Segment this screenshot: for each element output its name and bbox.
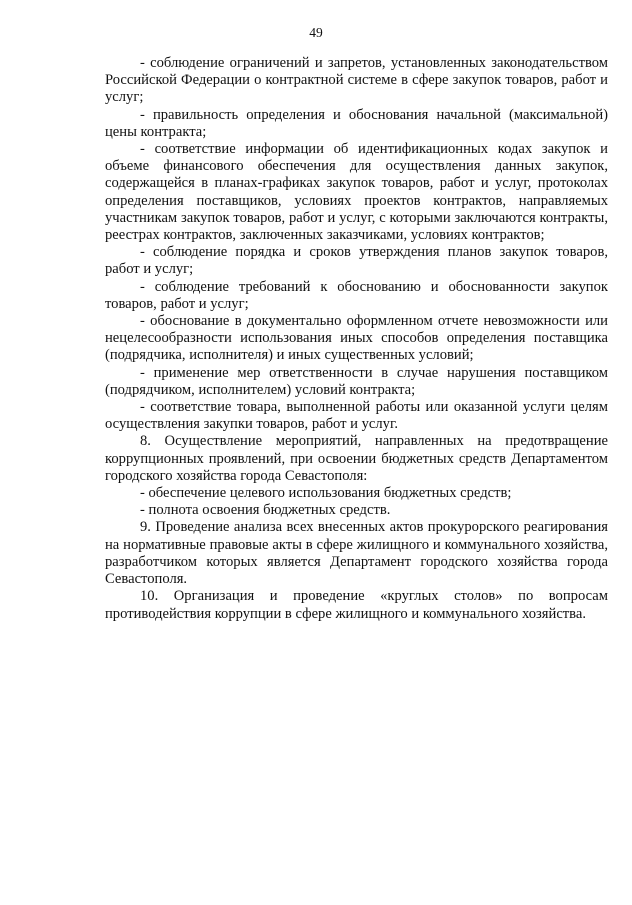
page-number: 49 [309,25,323,40]
paragraph-bullet-target-use: - обеспечение целевого использования бюджетных средств; [140,485,512,502]
paragraph-bullet-goods-conformity: - соответствие товара, выполненной работы или оказанной услуги целям осуществления закупки товаров, работ и услуг. [105,399,608,433]
paragraph-bullet-plan-deadlines: - соблюдение порядка и сроков утверждения планов закупок товаров, работ и услуг; [105,244,608,278]
paragraph-item-8: 8. Осуществление мероприятий, направленных на предотвращение коррупционных проявлений, при освоении бюджетных средств Департаментом городского хозяйства города Севастополя: [105,433,608,484]
paragraph-bullet-justification: - соблюдение требований к обоснованию и обоснованности закупок товаров, работ и услуг; [105,278,608,312]
paragraph-bullet-restrictions: - соблюдение ограничений и запретов, установленных законодательством Российской Федерации о контрактной системе в сфере закупок товаров, работ и услуг; [105,55,608,106]
document-body [105,55,608,623]
paragraph-bullet-budget-completeness: - полнота освоения бюджетных средств. [140,502,391,519]
paragraph-bullet-initial-price: - правильность определения и обоснования начальной (максимальной) цены контракта; [105,106,608,140]
paragraph-item-10: 10. Организация и проведение «круглых столов» по вопросам противодействия коррупции в сфере жилищного и коммунального хозяйства. [105,588,608,622]
paragraph-item-9: 9. Проведение анализа всех внесенных актов прокурорского реагирования на нормативные правовые акты в сфере жилищного и коммунального хозяйства, разработчиком которых является Департамент городского хозяйства города Севастополя. [105,519,608,588]
paragraph-bullet-liability: - применение мер ответственности в случае нарушения поставщиком (подрядчиком, исполнителем) условий контракта; [105,364,608,398]
paragraph-bullet-report-impossibility: - обоснование в документально оформленном отчете невозможности или нецелесообразности использования иных способов определения поставщика (подрядчика, исполнителя) и иных существенных условий; [105,313,608,364]
paragraph-bullet-identification-codes: - соответствие информации об идентификационных кодах закупок и объеме финансового обеспечения для осуществления данных закупок, содержащейся в планах-графиках закупок товаров, работ и услуг, протоколах определения поставщиков, условиях проектов контрактов, направляемых участникам закупок товаров, работ и услуг, с которыми заключаются контракты, реестрах контрактов, заключенных заказчиками, условиях контрактов; [105,141,608,244]
